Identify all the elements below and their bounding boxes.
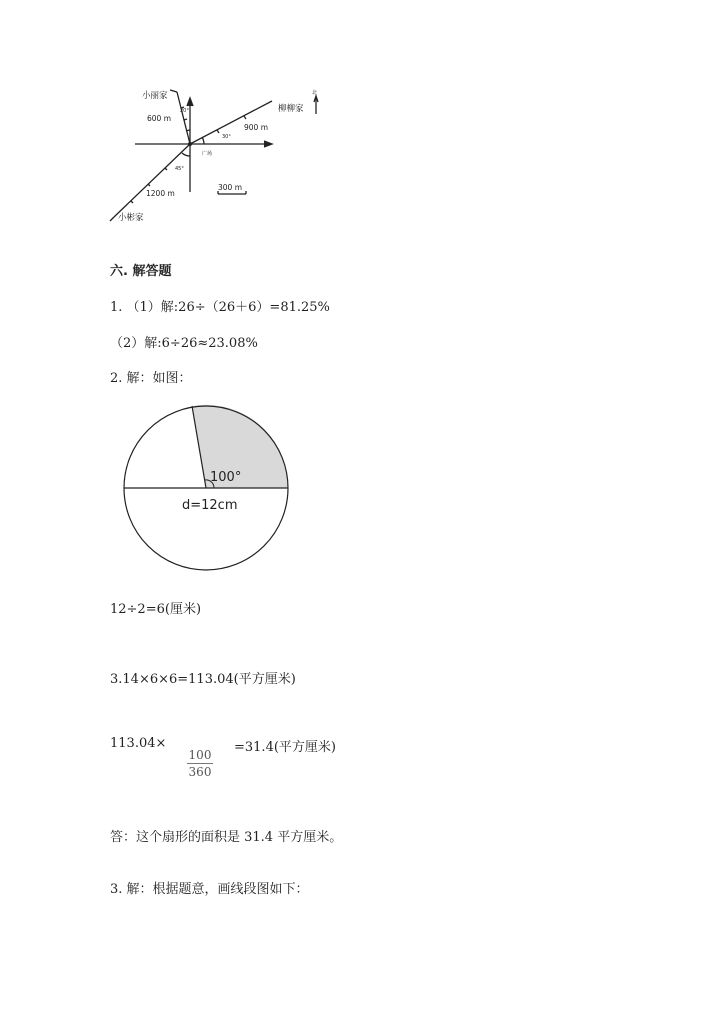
xiaobin-home-label: 小彬家 [118,213,144,223]
q2-answer: 答：这个扇形的面积是 31.4 平方厘米。 [110,830,343,845]
q2-step-2: 3.14×6×6=113.04(平方厘米) [110,672,296,687]
xiaoli-direction-line [177,92,190,144]
north-label: 北 [312,90,318,96]
direction-map-figure [100,80,350,230]
sector-circle-figure [120,402,292,574]
dist-900-label: 900 m [244,123,269,132]
q2-step-3-left: 113.04× [110,736,167,751]
fraction-numerator: 100 [188,748,212,762]
q1-line-2: （2）解:6÷26≈23.08% [110,336,258,351]
q2-intro: 2. 解：如图： [110,371,192,386]
q2-step-1: 12÷2=6(厘米) [110,602,202,617]
sector-angle-label: 100° [210,470,242,485]
q1-line-1: 1. （1）解:26÷（26＋6）=81.25% [110,300,330,315]
xiaobin-direction-line [114,144,190,217]
fraction-denominator: 360 [188,765,212,779]
section-title: 六. 解答题 [110,264,172,279]
diameter-label: d=12cm [182,498,238,513]
angle-20-label: 20° [180,108,189,114]
fraction [187,748,213,779]
square-label: 广场 [202,151,213,157]
dist-600-label: 600 m [147,114,172,123]
dist-1200-label: 1200 m [146,189,175,198]
scale-label: 300 m [218,183,243,192]
q3-intro: 3. 解：根据题意，画线段图如下： [110,882,309,897]
liuliu-home-label: 柳柳家 [278,104,304,114]
xiaoli-home-label: 小丽家 [142,91,168,101]
angle-45-label: 45° [175,166,184,172]
fraction-bar [187,763,213,764]
angle-30-label: 30° [222,134,231,140]
q2-step-3-right: =31.4(平方厘米) [234,740,336,755]
